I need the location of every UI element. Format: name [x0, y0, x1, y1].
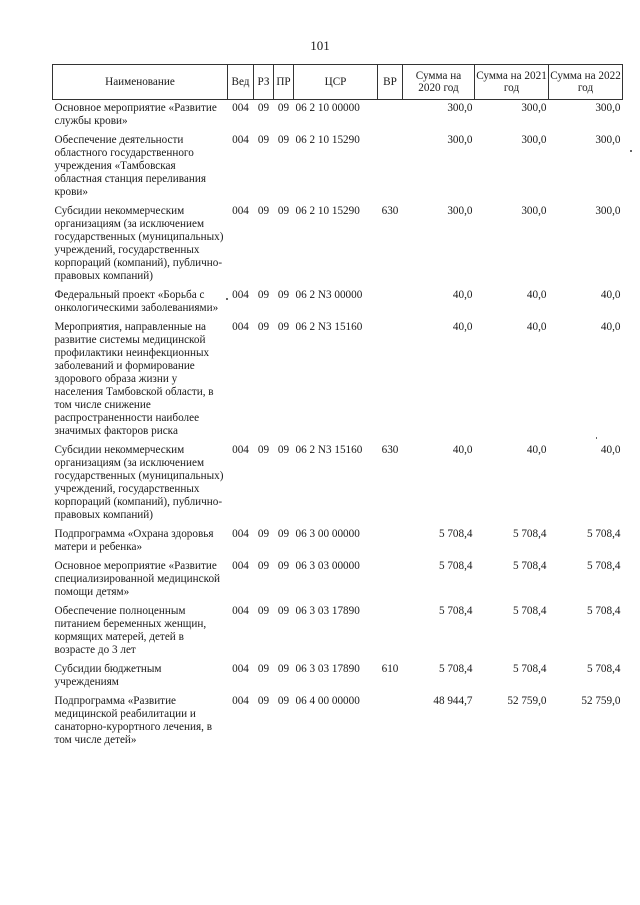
row-pr: 09: [277, 444, 290, 456]
row-rz: 09: [257, 528, 270, 540]
row-sum-2021: 40,0: [526, 321, 547, 333]
row-pr: 09: [277, 560, 290, 572]
scan-speck: [226, 298, 228, 300]
row-sum-2021: 5 708,4: [512, 560, 547, 572]
row-sum-2021: 40,0: [526, 289, 547, 301]
row-pr: 09: [277, 134, 290, 146]
row-name: Основное мероприятие «Развитие специализированной медицинской помощи детям»: [54, 560, 221, 598]
row-pr: 09: [277, 289, 290, 301]
header-sum-2021: Сумма на 2021 год: [475, 65, 549, 100]
header-csr: ЦСР: [294, 65, 378, 100]
row-pr: 09: [277, 205, 290, 217]
row-pr: 09: [277, 102, 290, 114]
row-ved: 004: [232, 663, 249, 675]
row-sum-2020: 5 708,4: [438, 605, 473, 617]
row-pr: 09: [277, 605, 290, 617]
row-sum-2020: 40,0: [452, 321, 473, 333]
table-row: [53, 558, 623, 603]
header-sum-2022: Сумма на 2022 год: [549, 65, 623, 100]
table-row: [53, 203, 623, 287]
row-name: Подпрограмма «Развитие медицинской реабилитации и санаторно-курортного лечения, в том числе детей»: [54, 695, 212, 746]
header-vr: ВР: [378, 65, 403, 100]
row-sum-2022: 300,0: [595, 102, 621, 114]
row-rz: 09: [257, 560, 270, 572]
row-name: Федеральный проект «Борьба с онкологическими заболеваниями»: [54, 289, 219, 314]
row-name: Субсидии бюджетным учреждениям: [54, 663, 162, 688]
row-sum-2021: 300,0: [521, 134, 547, 146]
row-ved: 004: [232, 560, 249, 572]
row-rz: 09: [257, 605, 270, 617]
scan-speck: [630, 150, 632, 152]
header-pr: ПР: [274, 65, 294, 100]
table-row: [53, 132, 623, 203]
row-sum-2022: 5 708,4: [586, 663, 621, 675]
row-sum-2022: 52 759,0: [581, 695, 621, 707]
row-vr: [378, 526, 403, 558]
row-ved: 004: [232, 289, 249, 301]
row-sum-2020: 5 708,4: [438, 560, 473, 572]
row-vr: [378, 693, 403, 751]
row-ved: 004: [232, 321, 249, 333]
row-vr: [378, 100, 403, 133]
row-vr: [378, 319, 403, 442]
table-row: [53, 526, 623, 558]
row-sum-2021: 5 708,4: [512, 605, 547, 617]
row-name: Основное мероприятие «Развитие службы крови»: [54, 102, 217, 127]
row-csr: 06 3 03 00000: [295, 560, 360, 572]
table-header-row: [53, 65, 623, 100]
row-sum-2021: 40,0: [526, 444, 547, 456]
row-name: Обеспечение деятельности областного государственного учреждения «Тамбовская областная станция переливания крови»: [54, 134, 206, 198]
row-sum-2021: 52 759,0: [507, 695, 547, 707]
row-ved: 004: [232, 444, 249, 456]
row-csr: 06 3 03 17890: [295, 663, 360, 675]
row-csr: 06 3 00 00000: [295, 528, 360, 540]
row-vr: [378, 287, 403, 319]
row-sum-2020: 300,0: [447, 102, 473, 114]
header-name: Наименование: [53, 65, 228, 100]
row-sum-2022: 40,0: [600, 444, 621, 456]
row-ved: 004: [232, 605, 249, 617]
row-csr: 06 3 03 17890: [295, 605, 360, 617]
row-sum-2022: 5 708,4: [586, 605, 621, 617]
row-sum-2021: 300,0: [521, 205, 547, 217]
row-vr: 610: [381, 663, 399, 675]
table-row: [53, 100, 623, 133]
row-vr: 630: [381, 444, 399, 456]
row-rz: 09: [257, 289, 270, 301]
row-ved: 004: [232, 102, 249, 114]
table-row: [53, 661, 623, 693]
row-name: Подпрограмма «Охрана здоровья матери и ребенка»: [54, 528, 214, 553]
row-ved: 004: [232, 528, 249, 540]
row-rz: 09: [257, 321, 270, 333]
row-ved: 004: [232, 695, 249, 707]
row-rz: 09: [257, 663, 270, 675]
row-sum-2020: 5 708,4: [438, 663, 473, 675]
table-row: [53, 603, 623, 661]
row-sum-2022: 40,0: [600, 289, 621, 301]
row-sum-2022: 300,0: [595, 134, 621, 146]
row-name: Субсидии некоммерческим организациям (за исключением государственных (муниципальных) учреждений, государственных корпораций (компаний), публично-правовых компаний): [54, 444, 224, 521]
row-vr: [378, 132, 403, 203]
row-csr: 06 2 N3 15160: [295, 321, 363, 333]
row-vr: 630: [381, 205, 399, 217]
row-sum-2020: 48 944,7: [433, 695, 473, 707]
budget-table: [52, 64, 623, 751]
row-rz: 09: [257, 134, 270, 146]
header-ved: Вед: [228, 65, 254, 100]
row-sum-2020: 40,0: [452, 444, 473, 456]
row-csr: 06 4 00 00000: [295, 695, 360, 707]
row-rz: 09: [257, 102, 270, 114]
row-name: Мероприятия, направленные на развитие системы медицинской профилактики неинфекционных заболеваний и формирование здорового образа жизни у населения Тамбовской области, в том числе снижение распространенности наиболее значимых факторов риска: [54, 321, 214, 437]
header-rz: РЗ: [254, 65, 274, 100]
row-pr: 09: [277, 321, 290, 333]
table-row: [53, 287, 623, 319]
row-pr: 09: [277, 663, 290, 675]
row-name: Субсидии некоммерческим организациям (за исключением государственных (муниципальных) учреждений, государственных корпораций (компаний), публично-правовых компаний): [54, 205, 224, 282]
row-sum-2020: 300,0: [447, 134, 473, 146]
row-ved: 004: [232, 205, 249, 217]
header-sum-2020: Сумма на 2020 год: [403, 65, 475, 100]
row-sum-2020: 300,0: [447, 205, 473, 217]
row-sum-2021: 300,0: [521, 102, 547, 114]
row-sum-2021: 5 708,4: [512, 528, 547, 540]
row-sum-2020: 5 708,4: [438, 528, 473, 540]
scan-speck: [596, 437, 597, 439]
row-vr: [378, 558, 403, 603]
row-csr: 06 2 10 15290: [295, 134, 360, 146]
row-pr: 09: [277, 695, 290, 707]
page-number: 101: [310, 38, 330, 53]
row-vr: [378, 603, 403, 661]
row-csr: 06 2 10 00000: [295, 102, 360, 114]
row-sum-2022: 40,0: [600, 321, 621, 333]
row-ved: 004: [232, 134, 249, 146]
row-sum-2022: 300,0: [595, 205, 621, 217]
row-pr: 09: [277, 528, 290, 540]
table-row: [53, 693, 623, 751]
row-sum-2020: 40,0: [452, 289, 473, 301]
table-row: [53, 442, 623, 526]
row-rz: 09: [257, 205, 270, 217]
row-rz: 09: [257, 695, 270, 707]
row-csr: 06 2 N3 00000: [295, 289, 363, 301]
table-row: [53, 319, 623, 442]
row-sum-2022: 5 708,4: [586, 528, 621, 540]
row-name: Обеспечение полноценным питанием беременных женщин, кормящих матерей, детей в возрасте до 3 лет: [54, 605, 207, 656]
row-sum-2022: 5 708,4: [586, 560, 621, 572]
row-sum-2021: 5 708,4: [512, 663, 547, 675]
row-csr: 06 2 N3 15160: [295, 444, 363, 456]
row-rz: 09: [257, 444, 270, 456]
row-csr: 06 2 10 15290: [295, 205, 360, 217]
